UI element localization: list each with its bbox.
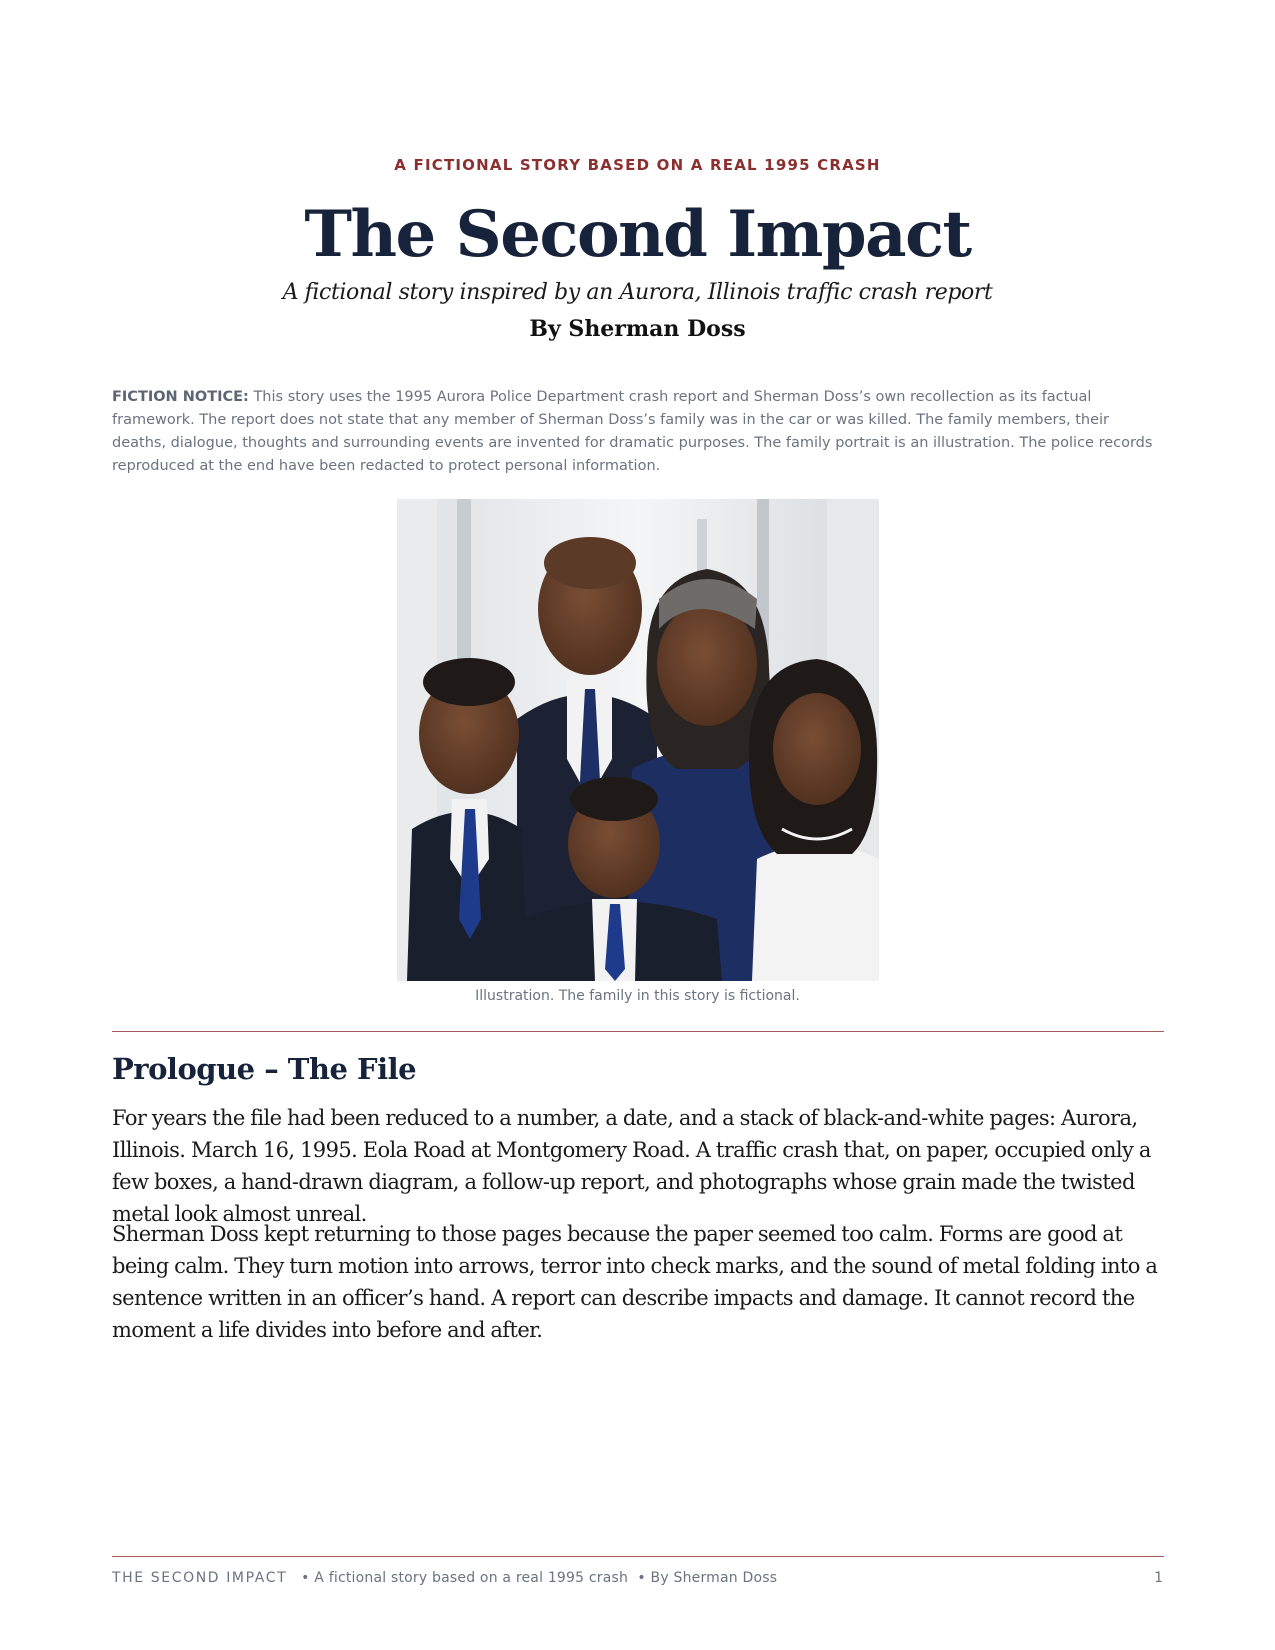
family-portrait-image	[397, 499, 879, 981]
kicker: A FICTIONAL STORY BASED ON A REAL 1995 CRASH	[394, 156, 881, 174]
footer-divider	[112, 1556, 1164, 1557]
byline: By Sherman Doss	[529, 316, 746, 342]
fiction-notice	[112, 386, 1164, 478]
page-number: 1	[1154, 1570, 1163, 1586]
body-paragraph: For years the file had been reduced to a number, a date, and a stack of black-and-white pages: Aurora, Illinois. March 16, 1995. Eola Road at Montgomery Road. A traffic crash that, on paper, occupied only a few boxes, a hand-drawn diagram, a follow-up report, and photographs whose grain made the twisted metal look almost unreal.	[112, 1106, 1151, 1226]
figure-caption: Illustration. The family in this story is fictional.	[475, 988, 800, 1004]
footer-tagline: A fictional story based on a real 1995 crash	[314, 1570, 629, 1586]
fiction-notice-label: FICTION NOTICE:	[112, 389, 249, 405]
footer-separator: •	[301, 1570, 310, 1586]
section-divider	[112, 1031, 1164, 1032]
body-paragraph: Sherman Doss kept returning to those pages because the paper seemed too calm. Forms are good at being calm. They turn motion into arrows, terror into check marks, and the sound of metal folding into a sentence written in an officer’s hand. A report can describe impacts and damage. It cannot record the moment a life divides into before and after.	[112, 1222, 1158, 1342]
footer-author: By Sherman Doss	[650, 1570, 778, 1586]
footer-brand: THE SECOND IMPACT	[112, 1570, 288, 1586]
page-title: The Second Impact	[304, 197, 971, 272]
subtitle: A fictional story inspired by an Aurora, Illinois traffic crash report	[282, 280, 993, 305]
footer-separator: •	[637, 1570, 646, 1586]
fiction-notice-text: This story uses the 1995 Aurora Police Department crash report and Sherman Doss’s own recollection as its factual framework. The report does not state that any member of Sherman Doss’s family was in the car or was killed. The family members, their deaths, dialogue, thoughts and surrounding events are invented for dramatic purposes. The family portrait is an illustration. The police records reproduced at the end have been redacted to protect personal information.	[112, 389, 1153, 474]
section-heading: Prologue – The File	[112, 1052, 417, 1086]
page-footer	[112, 1570, 777, 1586]
